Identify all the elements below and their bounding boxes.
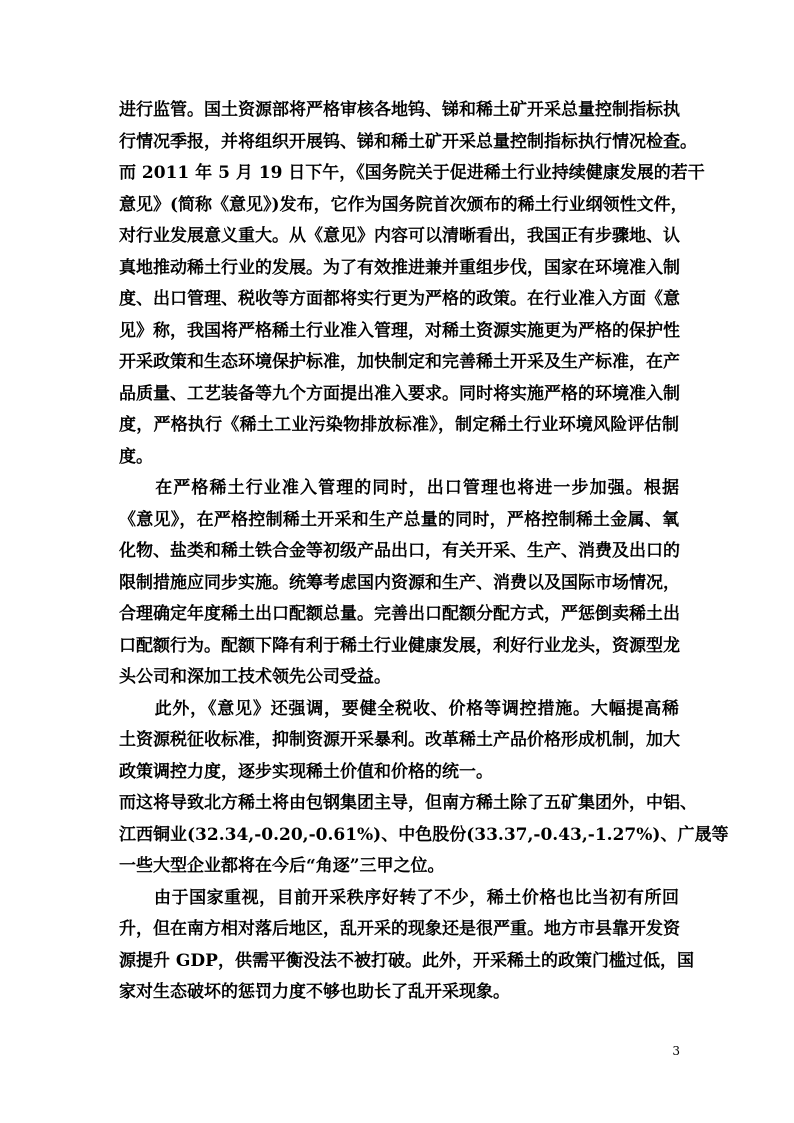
text-line: 口配额行为。配额下降有利于稀土行业健康发展，利好行业龙头，资源型龙 bbox=[119, 636, 680, 656]
text-line: 土资源税征收标准，抑制资源开采暴利。改革稀土产品价格形成机制，加大 bbox=[119, 730, 680, 750]
text-line: 《意见》，在严格控制稀土开采和生产总量的同时，严格控制稀土金属、氧 bbox=[119, 510, 679, 530]
text-line: 品质量、工艺装备等九个方面提出准入要求。同时将实施严格的环境准入制 bbox=[119, 384, 680, 404]
text-line: 此外，《意见》还强调，要健全税收、价格等调控措施。大幅提高稀 bbox=[119, 699, 679, 719]
text-line: 头公司和深加工技术领先公司受益。 bbox=[119, 667, 391, 687]
text-line: 真地推动稀土行业的发展。为了有效推进兼并重组步伐，国家在环境准入制 bbox=[119, 258, 680, 278]
text-line: 度、出口管理、税收等方面都将实行更为严格的政策。在行业准入方面《意 bbox=[119, 289, 680, 309]
text-line: 而这将导致北方稀土将由包钢集团主导，但南方稀土除了五矿集团外，中铝、 bbox=[119, 793, 697, 813]
page-number: 3 bbox=[672, 1044, 680, 1058]
text-line: 而 2011 年 5 月 19 日下午，《国务院关于促进稀土行业持续健康发展的若干 bbox=[119, 163, 705, 183]
text-line: 由于国家重视，目前开采秩序好转了不少，稀土价格也比当初有所回 bbox=[119, 888, 679, 908]
text-line: 度，严格执行《稀土工业污染物排放标准》，制定稀土行业环境风险评估制 bbox=[119, 415, 679, 435]
text-line: 升，但在南方相对落后地区，乱开采的现象还是很严重。地方市县靠开发资 bbox=[119, 919, 680, 939]
text-line: 度。 bbox=[119, 447, 153, 467]
text-line: 行情况季报，并将组织开展钨、锑和稀土矿开采总量控制指标执行情况检查。 bbox=[119, 132, 697, 152]
text-line: 见》称，我国将严格稀土行业准入管理，对稀土资源实施更为严格的保护性 bbox=[119, 321, 680, 341]
text-line: 家对生态破坏的惩罚力度不够也助长了乱开采现象。 bbox=[119, 982, 510, 1002]
text-line: 源提升 GDP，供需平衡没法不被打破。此外，开采稀土的政策门槛过低，国 bbox=[119, 951, 694, 971]
text-line: 合理确定年度稀土出口配额总量。完善出口配额分配方式，严惩倒卖稀土出 bbox=[119, 604, 680, 624]
text-line: 意见》(简称《意见》)发布，它作为国务院首次颁布的稀土行业纲领性文件， bbox=[119, 195, 688, 215]
text-line: 江西铜业(32.34,-0.20,-0.61%)、中色股份(33.37,-0.43,-1.27%)、广晟等 bbox=[119, 825, 729, 845]
text-line: 一些大型企业都将在今后“角逐”三甲之位。 bbox=[119, 856, 445, 876]
text-line: 化物、盐类和稀土铁合金等初级产品出口，有关开采、生产、消费及出口的 bbox=[119, 541, 680, 561]
text-line: 在严格稀土行业准入管理的同时，出口管理也将进一步加强。根据 bbox=[119, 478, 679, 498]
text-line: 对行业发展意义重大。从《意见》内容可以清晰看出，我国正有步骤地、认 bbox=[119, 226, 680, 246]
text-line: 进行监管。国土资源部将严格审核各地钨、锑和稀土矿开采总量控制指标执 bbox=[119, 100, 680, 120]
text-line: 开采政策和生态环境保护标准，加快制定和完善稀土开采及生产标准，在产 bbox=[119, 352, 680, 372]
text-line: 限制措施应同步实施。统筹考虑国内资源和生产、消费以及国际市场情况， bbox=[119, 573, 680, 593]
text-line: 政策调控力度，逐步实现稀土价值和价格的统一。 bbox=[119, 762, 493, 782]
